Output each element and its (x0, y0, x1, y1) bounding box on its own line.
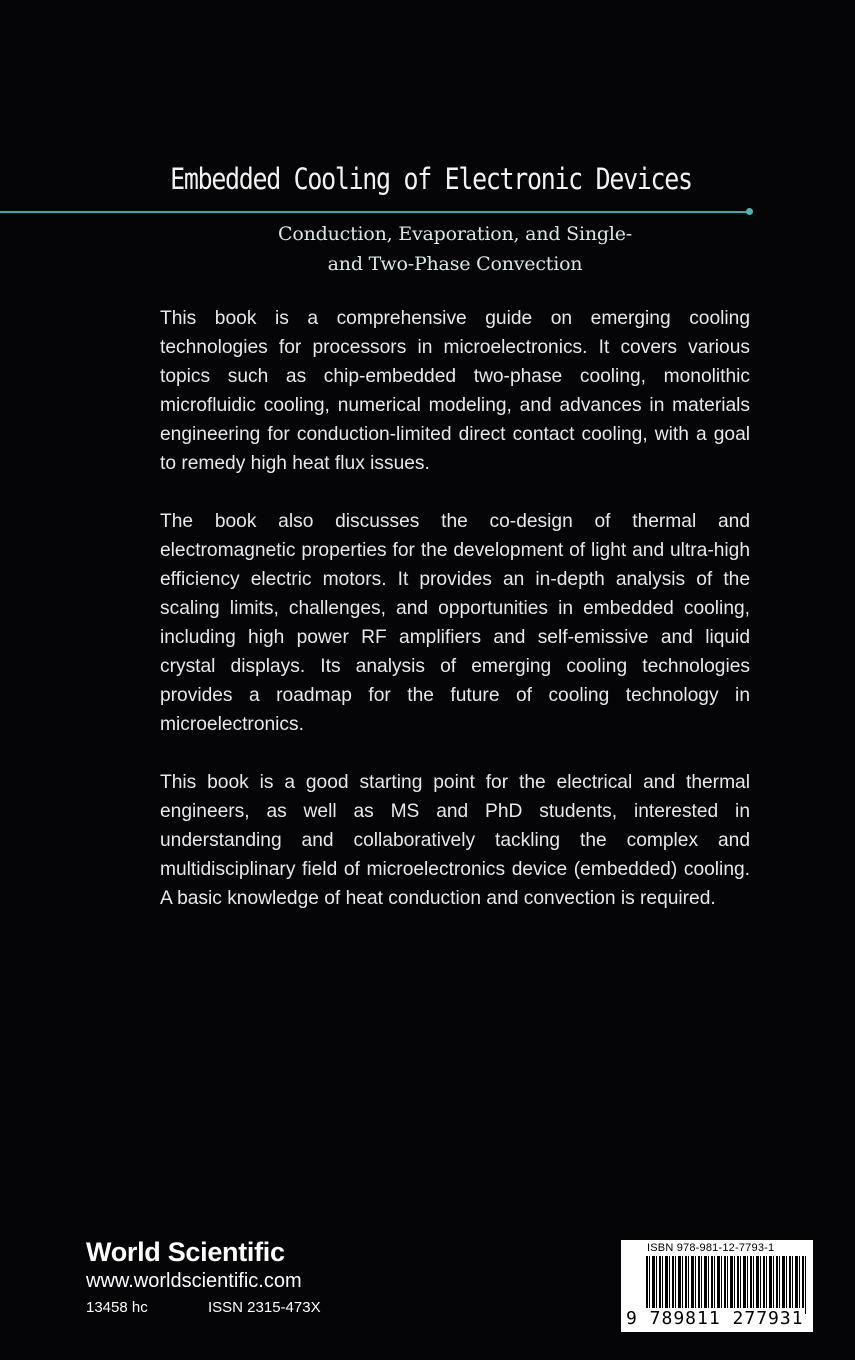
divider-end-dot (746, 208, 753, 215)
title-divider-line (0, 211, 750, 213)
publisher-name: World Scientific (86, 1237, 285, 1267)
publisher-website: www.worldscientific.com (86, 1270, 302, 1292)
description-paragraph-2: The book also discusses the co-design of thermal and electromagnetic properties for the development of light and ultra-high efficiency electric motors. It provides an in-depth analysis of the scaling limits, challenges, and opportunities in embedded cooling, including high power RF amplifiers and self-emissive and liquid crystal displays. Its analysis of emerging cooling technologies provides a roadmap for the future of cooling technology in microelectronics. (160, 511, 750, 735)
description (160, 304, 750, 942)
barcode-bars (646, 1256, 806, 1314)
book-subtitle (150, 219, 760, 279)
issn-number: ISSN 2315-473X (208, 1299, 321, 1316)
catalog-code: 13458 hc (86, 1299, 148, 1316)
description-paragraph-3: This book is a good starting point for the electrical and thermal engineers, as well as MS and PhD students, interested in understanding and collaboratively tackling the complex and multidisciplinary field of microelectronics device (embedded) cooling. A basic knowledge of heat conduction and convection is required. (160, 772, 750, 909)
book-title: Embedded Cooling of Electronic Devices (170, 162, 692, 196)
isbn-label: ISBN 978-981-12-7793-1 (647, 1242, 775, 1254)
description-paragraph-1: This book is a comprehensive guide on emerging cooling technologies for processors in microelectronics. It covers various topics such as chip-embedded two-phase cooling, monolithic microfluidic cooling, numerical modeling, and advances in materials engineering for conduction-limited direct contact cooling, with a goal to remedy high heat flux issues. (160, 308, 750, 474)
subtitle-line-1: Conduction, Evaporation, and Single- (278, 223, 632, 245)
isbn-barcode (621, 1240, 813, 1332)
barcode-digits: 9 789811 277931 (626, 1308, 804, 1329)
subtitle-line-2: and Two-Phase Convection (327, 253, 583, 275)
